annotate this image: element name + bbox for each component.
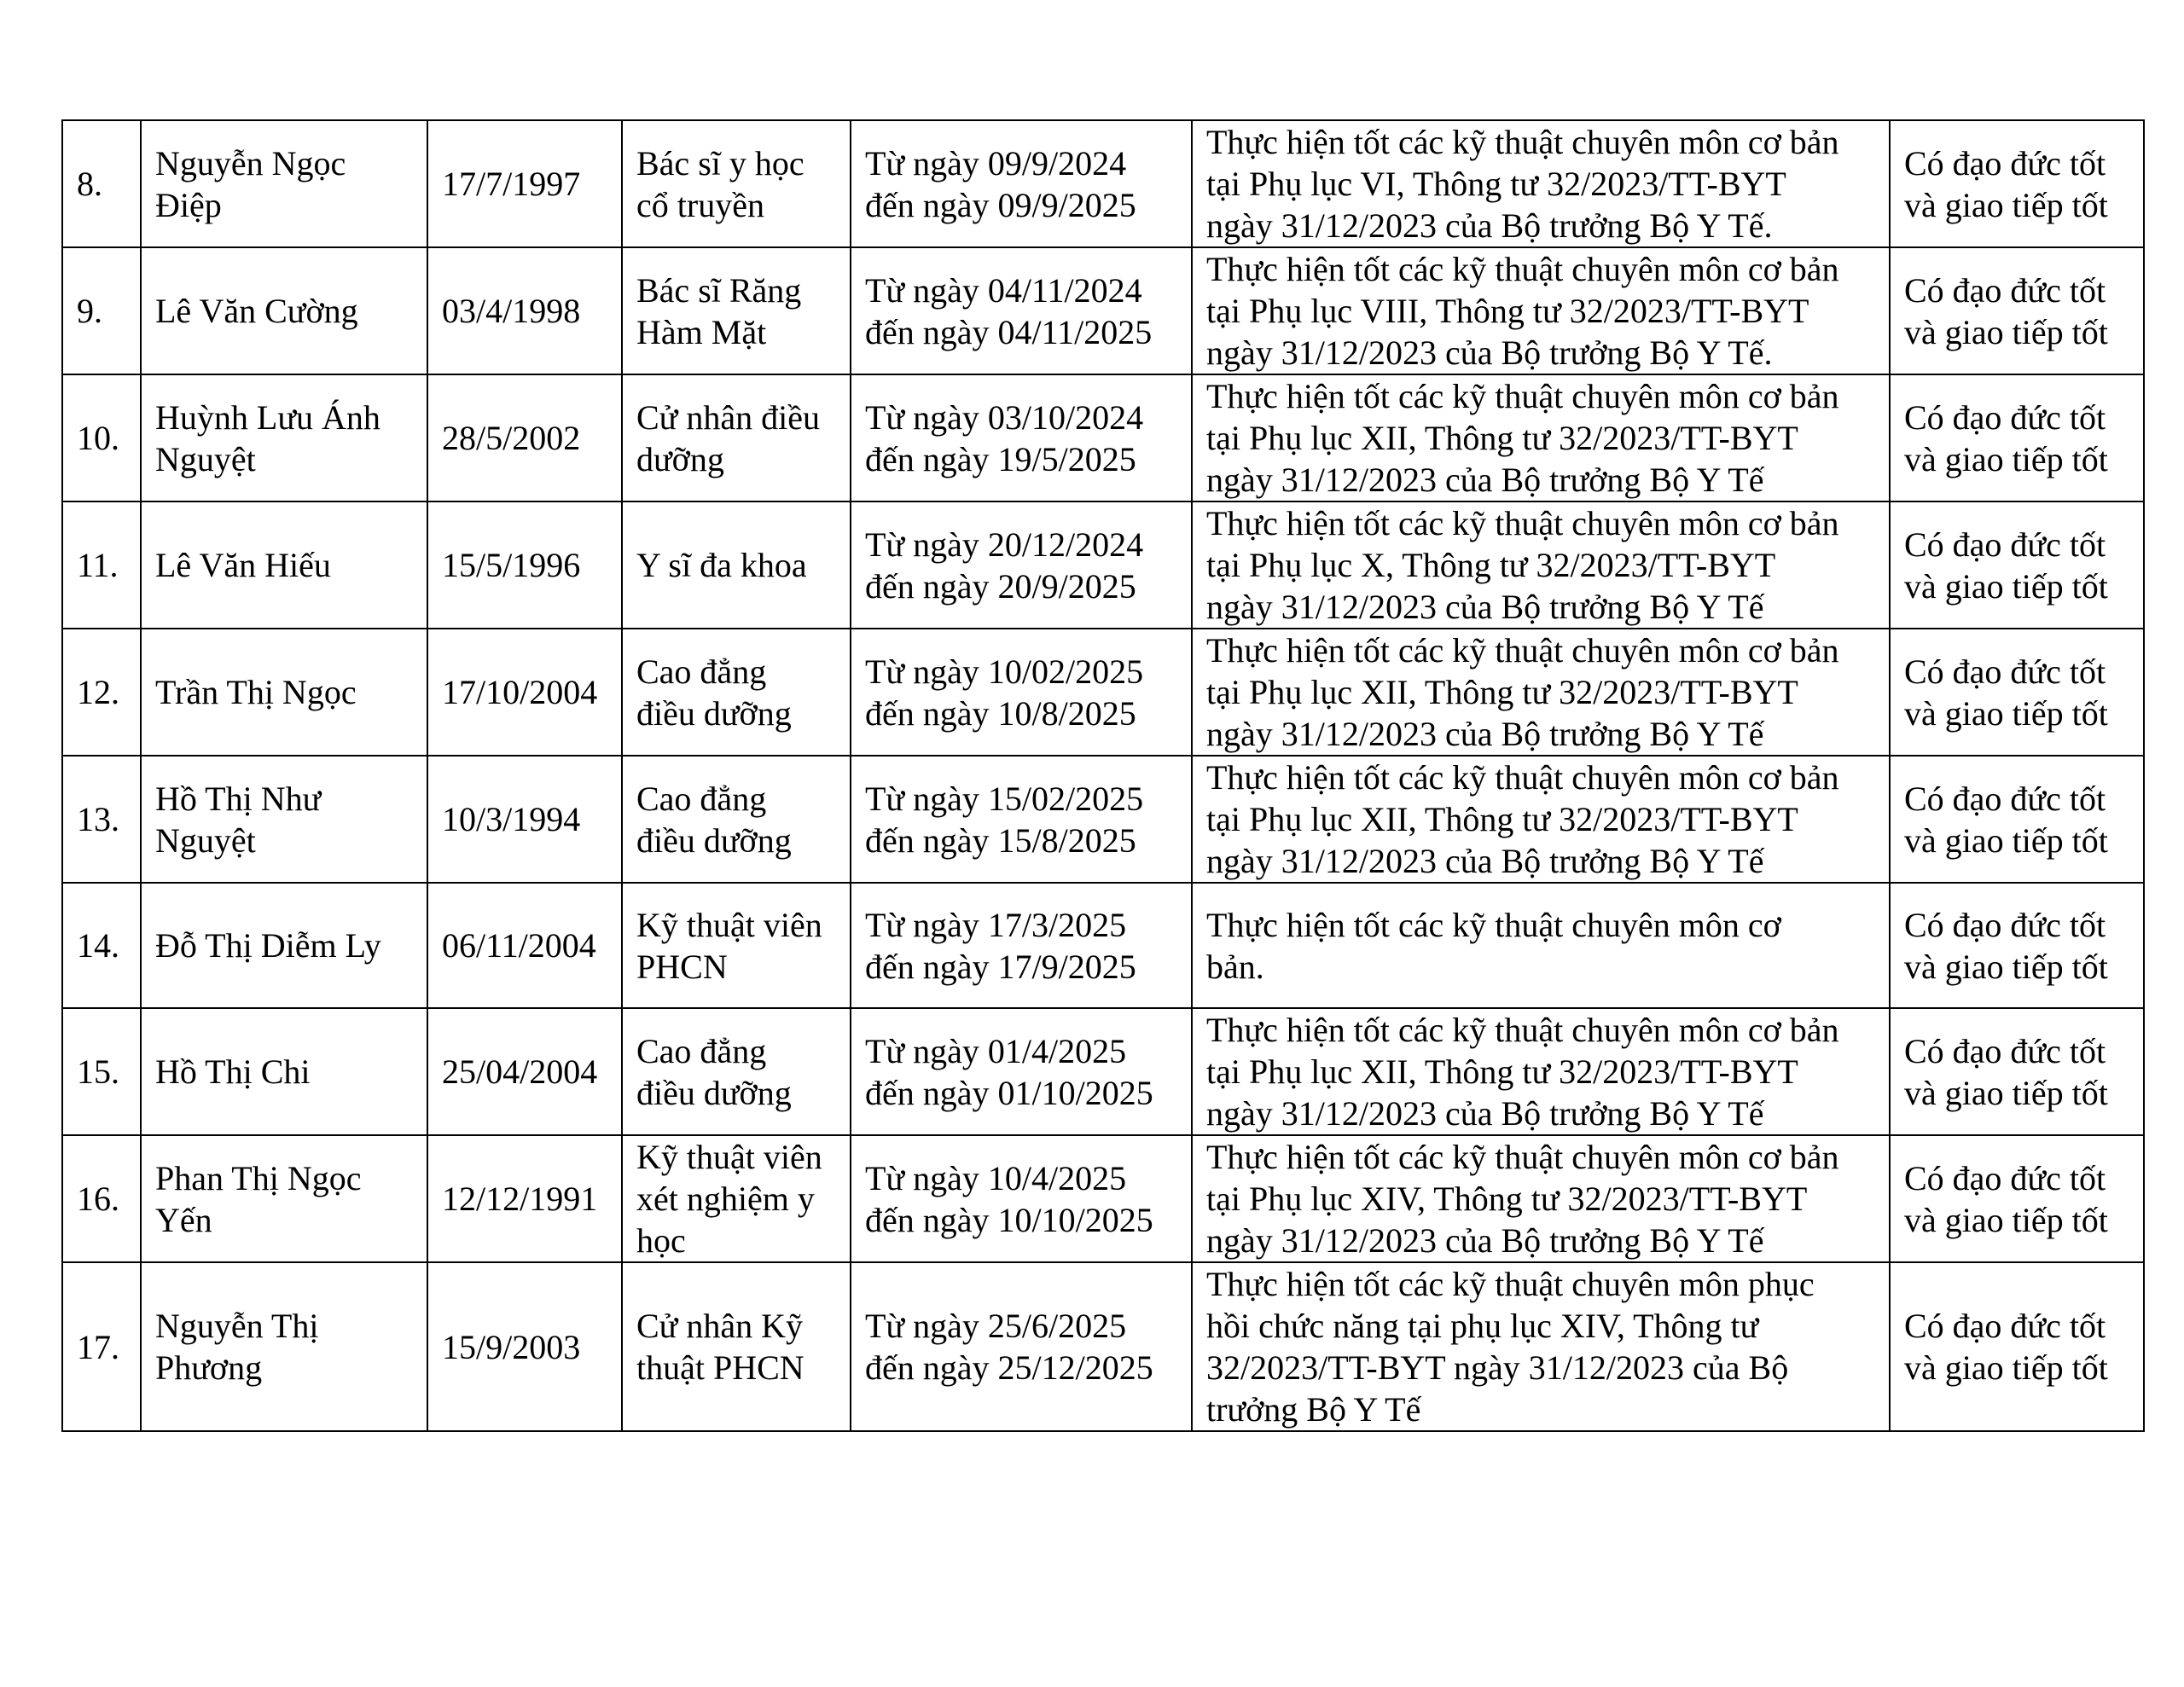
content-line: trưởng Bộ Y Tế	[1206, 1390, 1421, 1429]
table-row	[62, 883, 2144, 1008]
content-line: tại Phụ lục X, Thông tư 32/2023/TT-BYT	[1206, 546, 1776, 584]
content-line: Thực hiện tốt các kỹ thuật chuyên môn cơ bản	[1206, 123, 1839, 161]
content-line: Thực hiện tốt các kỹ thuật chuyên môn cơ bản	[1206, 631, 1839, 670]
dob-cell: 17/10/2004	[427, 629, 622, 756]
period-line: đến ngày 19/5/2025	[865, 439, 1136, 478]
stt-cell: 17.	[62, 1262, 141, 1431]
period-line: Từ ngày 15/02/2025	[865, 779, 1144, 818]
table-row	[62, 756, 2144, 883]
content-cell	[1192, 1262, 1890, 1431]
stt-cell: 11.	[62, 501, 141, 629]
period-line: Từ ngày 04/11/2024	[865, 270, 1142, 310]
name-line: Nguyệt	[155, 820, 256, 860]
note-line: và giao tiếp tốt	[1904, 185, 2108, 224]
note-cell	[1890, 374, 2144, 501]
dob-cell: 10/3/1994	[427, 756, 622, 883]
qualification-line: Bác sĩ y học	[636, 143, 804, 183]
table-row	[62, 374, 2144, 501]
content-line: tại Phụ lục XII, Thông tư 32/2023/TT-BYT	[1206, 800, 1798, 838]
note-line: Có đạo đức tốt	[1904, 652, 2106, 691]
name-line: Hồ Thị Chi	[155, 1052, 311, 1091]
period-line: đến ngày 09/9/2025	[865, 185, 1136, 224]
qualification-line: xét nghiệm y	[636, 1180, 815, 1218]
period-line: đến ngày 17/9/2025	[865, 947, 1136, 986]
content-line: ngày 31/12/2023 của Bộ trưởng Bộ Y Tế	[1206, 842, 1764, 880]
note-line: và giao tiếp tốt	[1904, 566, 2108, 606]
qualification-line: Cao đẳng	[636, 779, 767, 818]
table-row	[62, 1008, 2144, 1135]
note-line: và giao tiếp tốt	[1904, 947, 2108, 986]
content-line: Thực hiện tốt các kỹ thuật chuyên môn phục	[1206, 1265, 1815, 1303]
content-line: 32/2023/TT-BYT ngày 31/12/2023 của Bộ	[1206, 1348, 1789, 1387]
dob-cell: 15/9/2003	[427, 1262, 622, 1431]
name-line: Phan Thị Ngọc	[155, 1158, 362, 1197]
dob-cell: 06/11/2004	[427, 883, 622, 1008]
table-row	[62, 629, 2144, 756]
content-cell	[1192, 629, 1890, 756]
qualification-cell	[622, 1008, 851, 1135]
period-line: đến ngày 01/10/2025	[865, 1073, 1153, 1112]
content-cell	[1192, 1008, 1890, 1135]
qualification-line: Y sĩ đa khoa	[636, 546, 807, 584]
qualification-line: dưỡng	[636, 439, 724, 478]
period-cell	[851, 1262, 1192, 1431]
name-cell	[141, 374, 427, 501]
note-cell	[1890, 501, 2144, 629]
content-cell	[1192, 120, 1890, 247]
qualification-line: Cao đẳng	[636, 1031, 767, 1070]
note-line: và giao tiếp tốt	[1904, 1073, 2108, 1112]
period-line: đến ngày 10/8/2025	[865, 693, 1136, 733]
content-cell	[1192, 247, 1890, 374]
stt-cell: 14.	[62, 883, 141, 1008]
note-line: và giao tiếp tốt	[1904, 693, 2108, 733]
qualification-cell	[622, 501, 851, 629]
note-cell	[1890, 1135, 2144, 1262]
note-line: Có đạo đức tốt	[1904, 270, 2106, 310]
note-cell	[1890, 120, 2144, 247]
note-cell	[1890, 1262, 2144, 1431]
qualification-line: Cử nhân điều	[636, 397, 820, 437]
dob-cell: 15/5/1996	[427, 501, 622, 629]
content-line: ngày 31/12/2023 của Bộ trưởng Bộ Y Tế.	[1206, 206, 1773, 245]
qualification-cell	[622, 883, 851, 1008]
note-line: Có đạo đức tốt	[1904, 905, 2106, 944]
qualification-line: Hàm Mặt	[636, 312, 767, 351]
content-line: hồi chức năng tại phụ lục XIV, Thông tư	[1206, 1307, 1759, 1345]
qualification-cell	[622, 374, 851, 501]
content-cell	[1192, 1135, 1890, 1262]
qualification-cell	[622, 1135, 851, 1262]
period-line: đến ngày 04/11/2025	[865, 312, 1153, 351]
name-line: Nguyệt	[155, 439, 256, 478]
name-line: Hồ Thị Như	[155, 779, 322, 818]
name-cell	[141, 756, 427, 883]
note-cell	[1890, 1008, 2144, 1135]
dob-cell: 28/5/2002	[427, 374, 622, 501]
name-cell	[141, 1008, 427, 1135]
name-cell	[141, 629, 427, 756]
content-line: bản.	[1206, 947, 1264, 986]
qualification-line: thuật PHCN	[636, 1348, 804, 1387]
period-line: đến ngày 15/8/2025	[865, 820, 1136, 860]
dob-cell: 12/12/1991	[427, 1135, 622, 1262]
name-cell	[141, 120, 427, 247]
table-body	[62, 120, 2144, 1431]
period-line: đến ngày 20/9/2025	[865, 566, 1136, 606]
period-cell	[851, 501, 1192, 629]
stt-cell: 10.	[62, 374, 141, 501]
stt-cell: 12.	[62, 629, 141, 756]
name-cell	[141, 1135, 427, 1262]
qualification-line: Cử nhân Kỹ	[636, 1307, 803, 1345]
period-line: Từ ngày 20/12/2024	[865, 525, 1144, 564]
table-row	[62, 1262, 2144, 1431]
content-line: Thực hiện tốt các kỹ thuật chuyên môn cơ bản	[1206, 1011, 1839, 1049]
note-line: Có đạo đức tốt	[1904, 143, 2106, 183]
qualification-cell	[622, 1262, 851, 1431]
qualification-line: Kỹ thuật viên	[636, 905, 822, 944]
name-line: Yến	[155, 1200, 212, 1239]
note-line: Có đạo đức tốt	[1904, 779, 2106, 818]
qualification-cell	[622, 247, 851, 374]
content-line: Thực hiện tốt các kỹ thuật chuyên môn cơ bản	[1206, 504, 1839, 542]
qualification-cell	[622, 120, 851, 247]
name-line: Nguyễn Thị	[155, 1307, 319, 1345]
note-cell	[1890, 756, 2144, 883]
content-line: ngày 31/12/2023 của Bộ trưởng Bộ Y Tế.	[1206, 333, 1773, 372]
period-line: đến ngày 10/10/2025	[865, 1200, 1153, 1239]
period-cell	[851, 883, 1192, 1008]
qualification-line: Bác sĩ Răng	[636, 270, 802, 310]
note-line: và giao tiếp tốt	[1904, 439, 2108, 478]
period-cell	[851, 1135, 1192, 1262]
content-cell	[1192, 756, 1890, 883]
period-line: Từ ngày 09/9/2024	[865, 143, 1127, 183]
qualification-line: điều dưỡng	[636, 693, 792, 733]
period-cell	[851, 1008, 1192, 1135]
content-cell	[1192, 374, 1890, 501]
content-line: Thực hiện tốt các kỹ thuật chuyên môn cơ bản	[1206, 1138, 1839, 1176]
period-line: Từ ngày 25/6/2025	[865, 1307, 1127, 1345]
content-line: Thực hiện tốt các kỹ thuật chuyên môn cơ	[1206, 905, 1781, 944]
table-row	[62, 1135, 2144, 1262]
note-line: Có đạo đức tốt	[1904, 397, 2106, 437]
period-cell	[851, 247, 1192, 374]
name-line: Nguyễn Ngọc	[155, 143, 346, 183]
period-line: Từ ngày 10/4/2025	[865, 1158, 1127, 1197]
table-row	[62, 501, 2144, 629]
note-line: và giao tiếp tốt	[1904, 1348, 2108, 1387]
content-line: ngày 31/12/2023 của Bộ trưởng Bộ Y Tế	[1206, 588, 1764, 626]
table-row	[62, 120, 2144, 247]
stt-cell: 16.	[62, 1135, 141, 1262]
note-line: Có đạo đức tốt	[1904, 525, 2106, 564]
qualification-cell	[622, 756, 851, 883]
qualification-line: Kỹ thuật viên	[636, 1138, 822, 1176]
note-line: và giao tiếp tốt	[1904, 312, 2108, 351]
qualification-line: Cao đẳng	[636, 652, 767, 691]
qualification-line: PHCN	[636, 947, 728, 986]
period-cell	[851, 756, 1192, 883]
name-line: Điệp	[155, 185, 222, 224]
stt-cell: 9.	[62, 247, 141, 374]
content-line: ngày 31/12/2023 của Bộ trưởng Bộ Y Tế	[1206, 1221, 1764, 1260]
period-line: Từ ngày 01/4/2025	[865, 1031, 1127, 1070]
qualification-line: học	[636, 1221, 686, 1260]
dob-cell: 03/4/1998	[427, 247, 622, 374]
stt-cell: 15.	[62, 1008, 141, 1135]
content-line: tại Phụ lục XIV, Thông tư 32/2023/TT-BYT	[1206, 1180, 1808, 1218]
content-line: tại Phụ lục XII, Thông tư 32/2023/TT-BYT	[1206, 419, 1798, 457]
name-line: Huỳnh Lưu Ánh	[155, 397, 380, 437]
content-line: ngày 31/12/2023 của Bộ trưởng Bộ Y Tế	[1206, 1094, 1764, 1133]
note-cell	[1890, 883, 2144, 1008]
content-cell	[1192, 501, 1890, 629]
note-line: và giao tiếp tốt	[1904, 820, 2108, 860]
stt-cell: 8.	[62, 120, 141, 247]
content-cell	[1192, 883, 1890, 1008]
content-line: tại Phụ lục VIII, Thông tư 32/2023/TT-BYT	[1206, 292, 1809, 330]
qualification-line: cổ truyền	[636, 185, 764, 224]
name-line: Lê Văn Hiếu	[155, 546, 331, 584]
note-cell	[1890, 629, 2144, 756]
content-line: ngày 31/12/2023 của Bộ trưởng Bộ Y Tế	[1206, 461, 1764, 499]
name-cell	[141, 1262, 427, 1431]
period-cell	[851, 629, 1192, 756]
period-cell	[851, 374, 1192, 501]
stt-cell: 13.	[62, 756, 141, 883]
content-line: Thực hiện tốt các kỹ thuật chuyên môn cơ bản	[1206, 758, 1839, 797]
note-line: Có đạo đức tốt	[1904, 1307, 2106, 1345]
period-line: Từ ngày 10/02/2025	[865, 652, 1144, 691]
name-line: Đỗ Thị Diễm Ly	[155, 926, 381, 965]
staff-table	[61, 119, 2145, 1432]
name-cell	[141, 883, 427, 1008]
name-line: Lê Văn Cường	[155, 292, 358, 330]
content-line: Thực hiện tốt các kỹ thuật chuyên môn cơ bản	[1206, 377, 1839, 415]
name-line: Phương	[155, 1348, 263, 1387]
name-cell	[141, 247, 427, 374]
period-line: Từ ngày 17/3/2025	[865, 905, 1127, 944]
note-line: Có đạo đức tốt	[1904, 1158, 2106, 1197]
name-line: Trần Thị Ngọc	[155, 673, 357, 711]
qualification-cell	[622, 629, 851, 756]
note-line: Có đạo đức tốt	[1904, 1031, 2106, 1070]
dob-cell: 25/04/2004	[427, 1008, 622, 1135]
period-cell	[851, 120, 1192, 247]
dob-cell: 17/7/1997	[427, 120, 622, 247]
period-line: đến ngày 25/12/2025	[865, 1348, 1153, 1387]
content-line: tại Phụ lục XII, Thông tư 32/2023/TT-BYT	[1206, 1052, 1798, 1091]
content-line: tại Phụ lục XII, Thông tư 32/2023/TT-BYT	[1206, 673, 1798, 711]
content-line: Thực hiện tốt các kỹ thuật chuyên môn cơ bản	[1206, 250, 1839, 288]
note-cell	[1890, 247, 2144, 374]
note-line: và giao tiếp tốt	[1904, 1200, 2108, 1239]
qualification-line: điều dưỡng	[636, 1073, 792, 1112]
content-line: tại Phụ lục VI, Thông tư 32/2023/TT-BYT	[1206, 165, 1786, 203]
qualification-line: điều dưỡng	[636, 820, 792, 860]
table-row	[62, 247, 2144, 374]
period-line: Từ ngày 03/10/2024	[865, 397, 1144, 437]
content-line: ngày 31/12/2023 của Bộ trưởng Bộ Y Tế	[1206, 715, 1764, 753]
name-cell	[141, 501, 427, 629]
